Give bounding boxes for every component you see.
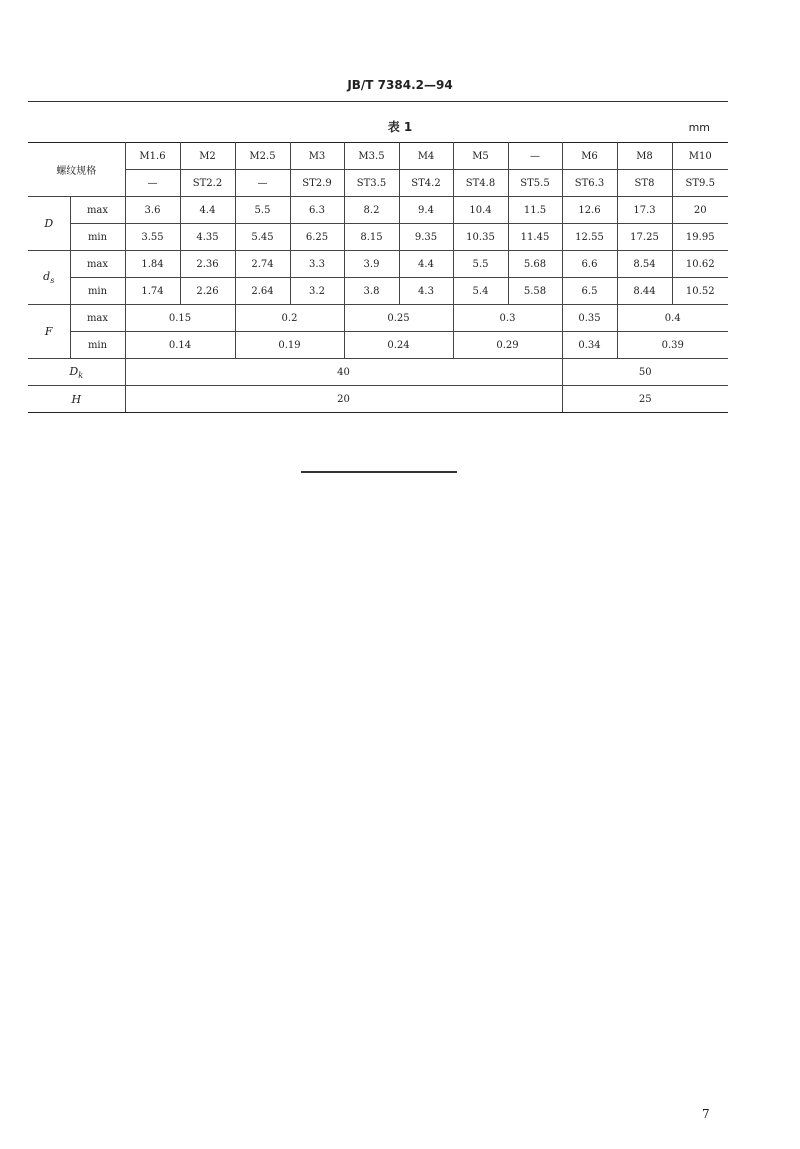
table-title: 表 1 (387, 120, 413, 134)
value-cell: 17.3 (617, 197, 672, 224)
symbol-Dk (28, 359, 125, 386)
min-label: min (70, 224, 125, 251)
value-cell: 0.29 (453, 332, 562, 359)
value-cell: 3.9 (344, 251, 399, 278)
size-m-cell: M6 (562, 143, 617, 170)
table-unit: mm (688, 121, 710, 134)
size-m-cell: M1.6 (125, 143, 180, 170)
value-cell: 5.5 (235, 197, 290, 224)
value-cell: 1.74 (125, 278, 180, 305)
min-label: min (70, 278, 125, 305)
min-label: min (70, 332, 125, 359)
size-m-cell: M3.5 (344, 143, 399, 170)
value-cell: 4.4 (180, 197, 235, 224)
size-st-cell: ST8 (617, 170, 672, 197)
value-cell: 2.26 (180, 278, 235, 305)
size-st-cell: ST2.2 (180, 170, 235, 197)
table-row-d-min (28, 224, 728, 251)
value-cell: 40 (125, 359, 562, 386)
value-cell: 11.45 (508, 224, 562, 251)
value-cell: 0.19 (235, 332, 344, 359)
size-m-cell: M8 (617, 143, 672, 170)
value-cell: 19.95 (672, 224, 728, 251)
size-m-cell: M10 (672, 143, 728, 170)
value-cell: 3.8 (344, 278, 399, 305)
value-cell: 3.6 (125, 197, 180, 224)
table-row-ds-max (28, 251, 728, 278)
value-cell: 5.4 (453, 278, 508, 305)
value-cell: 5.68 (508, 251, 562, 278)
value-cell: 8.15 (344, 224, 399, 251)
size-m-cell: M4 (399, 143, 453, 170)
value-cell: 10.62 (672, 251, 728, 278)
table-row-sizes-m (28, 143, 728, 170)
value-cell: 12.6 (562, 197, 617, 224)
table-row-ds-min (28, 278, 728, 305)
table-row-h (28, 386, 728, 413)
value-cell: 2.36 (180, 251, 235, 278)
value-cell: 0.25 (344, 305, 453, 332)
spec-label: 螺纹规格 (28, 143, 125, 197)
size-m-cell: M3 (290, 143, 344, 170)
size-st-cell: — (125, 170, 180, 197)
value-cell: 0.2 (235, 305, 344, 332)
size-st-cell: ST9.5 (672, 170, 728, 197)
value-cell: 1.84 (125, 251, 180, 278)
document-code: JB/T 7384.2—94 (347, 78, 453, 92)
symbol-ds-subscript: s (50, 276, 55, 285)
symbol-D: D (28, 197, 70, 251)
value-cell: 6.3 (290, 197, 344, 224)
size-st-cell: ST2.9 (290, 170, 344, 197)
table-row-dk (28, 359, 728, 386)
table-row-f-min (28, 332, 728, 359)
value-cell: 4.3 (399, 278, 453, 305)
value-cell: 2.64 (235, 278, 290, 305)
symbol-F: F (28, 305, 70, 359)
header-rule (28, 101, 728, 102)
value-cell: 8.2 (344, 197, 399, 224)
value-cell: 9.4 (399, 197, 453, 224)
size-m-cell: M2 (180, 143, 235, 170)
value-cell: 10.35 (453, 224, 508, 251)
size-st-cell: ST6.3 (562, 170, 617, 197)
size-m-cell: — (508, 143, 562, 170)
value-cell: 8.44 (617, 278, 672, 305)
value-cell: 3.2 (290, 278, 344, 305)
value-cell: 2.74 (235, 251, 290, 278)
value-cell: 3.3 (290, 251, 344, 278)
value-cell: 0.35 (562, 305, 617, 332)
value-cell: 0.39 (617, 332, 728, 359)
value-cell: 12.55 (562, 224, 617, 251)
value-cell: 20 (672, 197, 728, 224)
symbol-H: H (28, 386, 125, 413)
symbol-ds-main: d (43, 270, 51, 283)
value-cell: 20 (125, 386, 562, 413)
max-label: max (70, 197, 125, 224)
value-cell: 0.24 (344, 332, 453, 359)
value-cell: 50 (562, 359, 728, 386)
size-st-cell: ST5.5 (508, 170, 562, 197)
size-m-cell: M2.5 (235, 143, 290, 170)
value-cell: 10.4 (453, 197, 508, 224)
size-m-cell: M5 (453, 143, 508, 170)
page-number: 7 (702, 1107, 710, 1121)
value-cell: 10.52 (672, 278, 728, 305)
table-row-f-max (28, 305, 728, 332)
size-st-cell: ST3.5 (344, 170, 399, 197)
value-cell: 4.4 (399, 251, 453, 278)
value-cell: 8.54 (617, 251, 672, 278)
value-cell: 25 (562, 386, 728, 413)
size-st-cell: — (235, 170, 290, 197)
value-cell: 0.15 (125, 305, 235, 332)
value-cell: 0.14 (125, 332, 235, 359)
size-st-cell: ST4.2 (399, 170, 453, 197)
value-cell: 5.45 (235, 224, 290, 251)
symbol-ds (28, 251, 70, 305)
value-cell: 5.58 (508, 278, 562, 305)
value-cell: 11.5 (508, 197, 562, 224)
table-row-sizes-st (28, 170, 728, 197)
value-cell: 9.35 (399, 224, 453, 251)
value-cell: 4.35 (180, 224, 235, 251)
max-label: max (70, 251, 125, 278)
value-cell: 0.4 (617, 305, 728, 332)
size-st-cell: ST4.8 (453, 170, 508, 197)
value-cell: 6.6 (562, 251, 617, 278)
table-row-d-max (28, 197, 728, 224)
value-cell: 3.55 (125, 224, 180, 251)
value-cell: 0.3 (453, 305, 562, 332)
max-label: max (70, 305, 125, 332)
value-cell: 5.5 (453, 251, 508, 278)
symbol-dk-main: D (69, 364, 79, 378)
symbol-dk-subscript: k (78, 370, 84, 380)
value-cell: 6.5 (562, 278, 617, 305)
dimension-table (28, 142, 728, 413)
value-cell: 6.25 (290, 224, 344, 251)
end-of-table-rule (301, 471, 457, 473)
value-cell: 0.34 (562, 332, 617, 359)
value-cell: 17.25 (617, 224, 672, 251)
